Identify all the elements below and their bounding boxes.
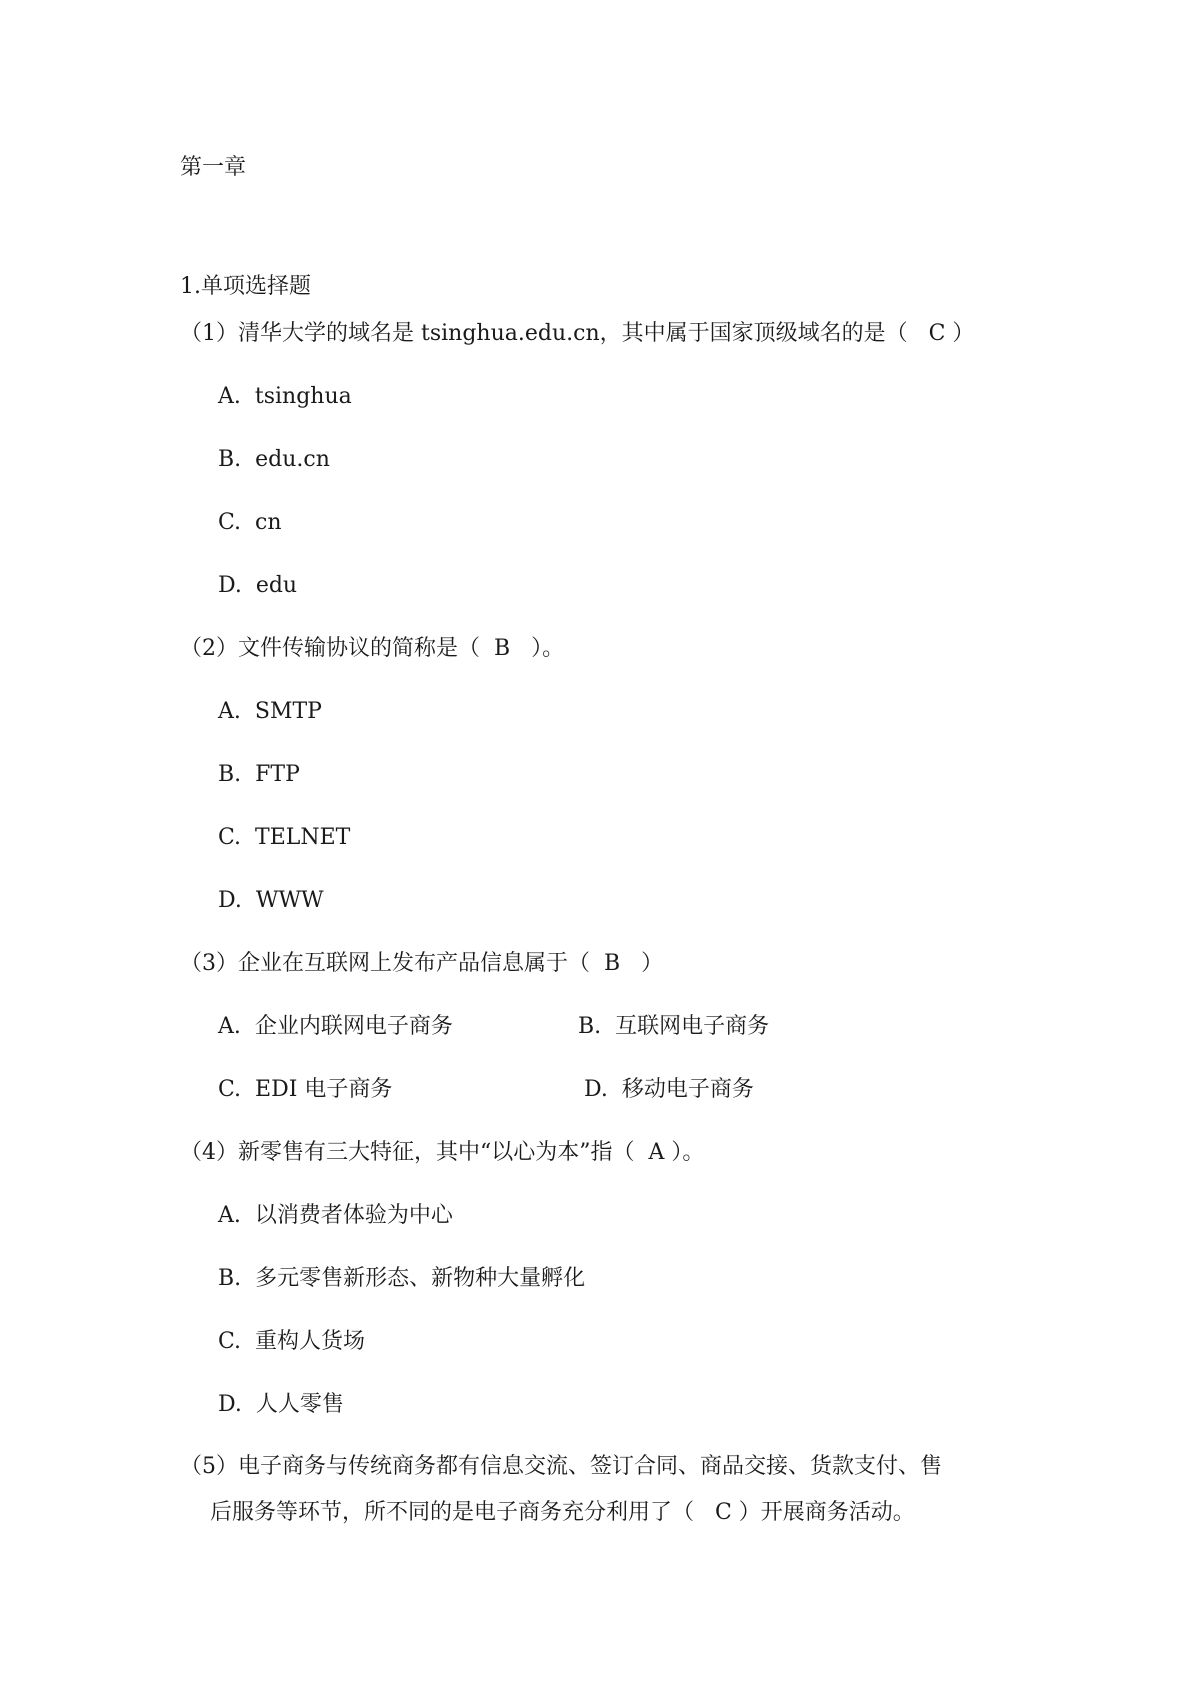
question-2-option-d: D. WWW xyxy=(218,888,324,913)
question-2-option-a: A. SMTP xyxy=(218,699,322,724)
question-4-option-b: B. 多元零售新形态、新物种大量孵化 xyxy=(218,1266,586,1291)
question-4-option-c: C. 重构人货场 xyxy=(218,1329,366,1354)
question-3-option-c: C. EDI 电子商务 xyxy=(218,1077,393,1102)
question-3-option-b: B. 互联网电子商务 xyxy=(578,1014,770,1039)
question-3-option-d: D. 移动电子商务 xyxy=(584,1077,754,1102)
question-2-option-b: B. FTP xyxy=(218,762,300,787)
question-2-stem: （2）文件传输协议的简称是（ B ）。 xyxy=(180,636,565,661)
question-1-option-b: B. edu.cn xyxy=(218,447,330,472)
question-1-option-d: D. edu xyxy=(218,573,298,598)
chapter-title: 第一章 xyxy=(180,155,247,180)
question-5-stem-continued: 后服务等环节，所不同的是电子商务充分利用了（ C ）开展商务活动。 xyxy=(210,1500,915,1525)
question-1-option-a: A. tsinghua xyxy=(218,384,352,409)
section-title: 1.单项选择题 xyxy=(180,274,311,299)
question-3-stem: （3）企业在互联网上发布产品信息属于（ B ） xyxy=(180,951,664,976)
question-4-stem: （4）新零售有三大特征，其中“以心为本”指（ A ）。 xyxy=(180,1140,705,1165)
question-1-stem: （1）清华大学的域名是 tsinghua.edu.cn，其中属于国家顶级域名的是（ C ） xyxy=(180,321,975,346)
question-3-option-a: A. 企业内联网电子商务 xyxy=(218,1014,453,1039)
question-2-option-c: C. TELNET xyxy=(218,825,351,850)
question-1-option-c: C. cn xyxy=(218,510,282,535)
question-5-stem: （5）电子商务与传统商务都有信息交流、签订合同、商品交接、货款支付、售 xyxy=(180,1454,942,1479)
question-4-option-a: A. 以消费者体验为中心 xyxy=(218,1203,453,1228)
question-4-option-d: D. 人人零售 xyxy=(218,1392,344,1417)
